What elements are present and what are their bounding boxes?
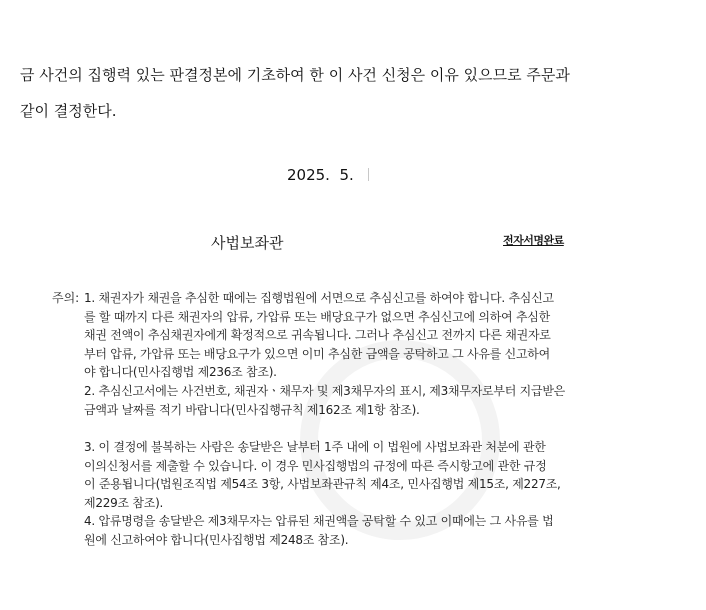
esignature-status: 전자서명완료 xyxy=(503,234,564,247)
notice-item-line: 2. 추심신고서에는 사건번호, 채권자ㆍ채무자 및 제3채무자의 표시, 제3채무자로부터 지급받은 xyxy=(84,384,566,398)
text-cursor xyxy=(368,168,369,181)
notice-item-3 xyxy=(84,438,704,512)
notice-item-line: 금액과 날짜를 적기 바랍니다(민사집행규칙 제162조 제1항 참조). xyxy=(84,402,420,417)
notice-item-line: 이의신청서를 제출할 수 있습니다. 이 경우 민사집행법의 규정에 따른 즉시항고에 관한 규정 xyxy=(84,458,547,473)
notice-item-1 xyxy=(84,289,704,382)
notice-item-line: 야 합니다(민사집행법 제236조 참조). xyxy=(84,365,277,379)
decision-date xyxy=(287,166,369,184)
notice-item-line: 3. 이 결정에 불복하는 사람은 송달받은 날부터 1주 내에 이 법원에 사법보좌관 처분에 관한 xyxy=(84,440,546,454)
notice-item-line: 채권 전액이 추심채권자에게 확정적으로 귀속됩니다. 그러나 추심신고 전까지 다른 채권자로 xyxy=(84,328,551,342)
notice-label: 주의: xyxy=(52,291,80,305)
notice-item-line: 이 준용됩니다(법원조직법 제54조 3항, 사법보좌관규칙 제4조, 민사집행법 제15조, 제227조, xyxy=(84,477,561,491)
notice-item-line: 부터 압류, 가압류 또는 배당요구가 있으면 이미 추심한 금액을 공탁하고 그 사유를 신고하여 xyxy=(84,346,550,361)
notice-item-line: 제229조 참조). xyxy=(84,495,164,510)
notice-item-line: 를 할 때까지 다른 채권자의 압류, 가압류 또는 배당요구가 없으면 추심신고에 의하여 추심한 xyxy=(84,309,550,324)
decision-text-line-2: 같이 결정한다. xyxy=(20,102,117,120)
notice-item-line: 원에 신고하여야 합니다(민사집행법 제248조 참조). xyxy=(84,532,349,547)
notice-item-4 xyxy=(84,512,704,549)
notice-item-line: 4. 압류명령을 송달받은 제3채무자는 압류된 채권액을 공탁할 수 있고 이때에는 그 사유를 법 xyxy=(84,514,554,528)
decision-date-text: 2025. 5. xyxy=(287,166,354,184)
officer-title: 사법보좌관 xyxy=(211,234,284,252)
notice-item-2 xyxy=(84,382,704,419)
notice-item-line: 1. 채권자가 채권을 추심한 때에는 집행법원에 서면으로 추심신고를 하여야 합니다. 추심신고 xyxy=(84,291,554,305)
decision-text-line-1: 금 사건의 집행력 있는 판결정본에 기초하여 한 이 사건 신청은 이유 있으므로 주문과 xyxy=(20,66,570,84)
